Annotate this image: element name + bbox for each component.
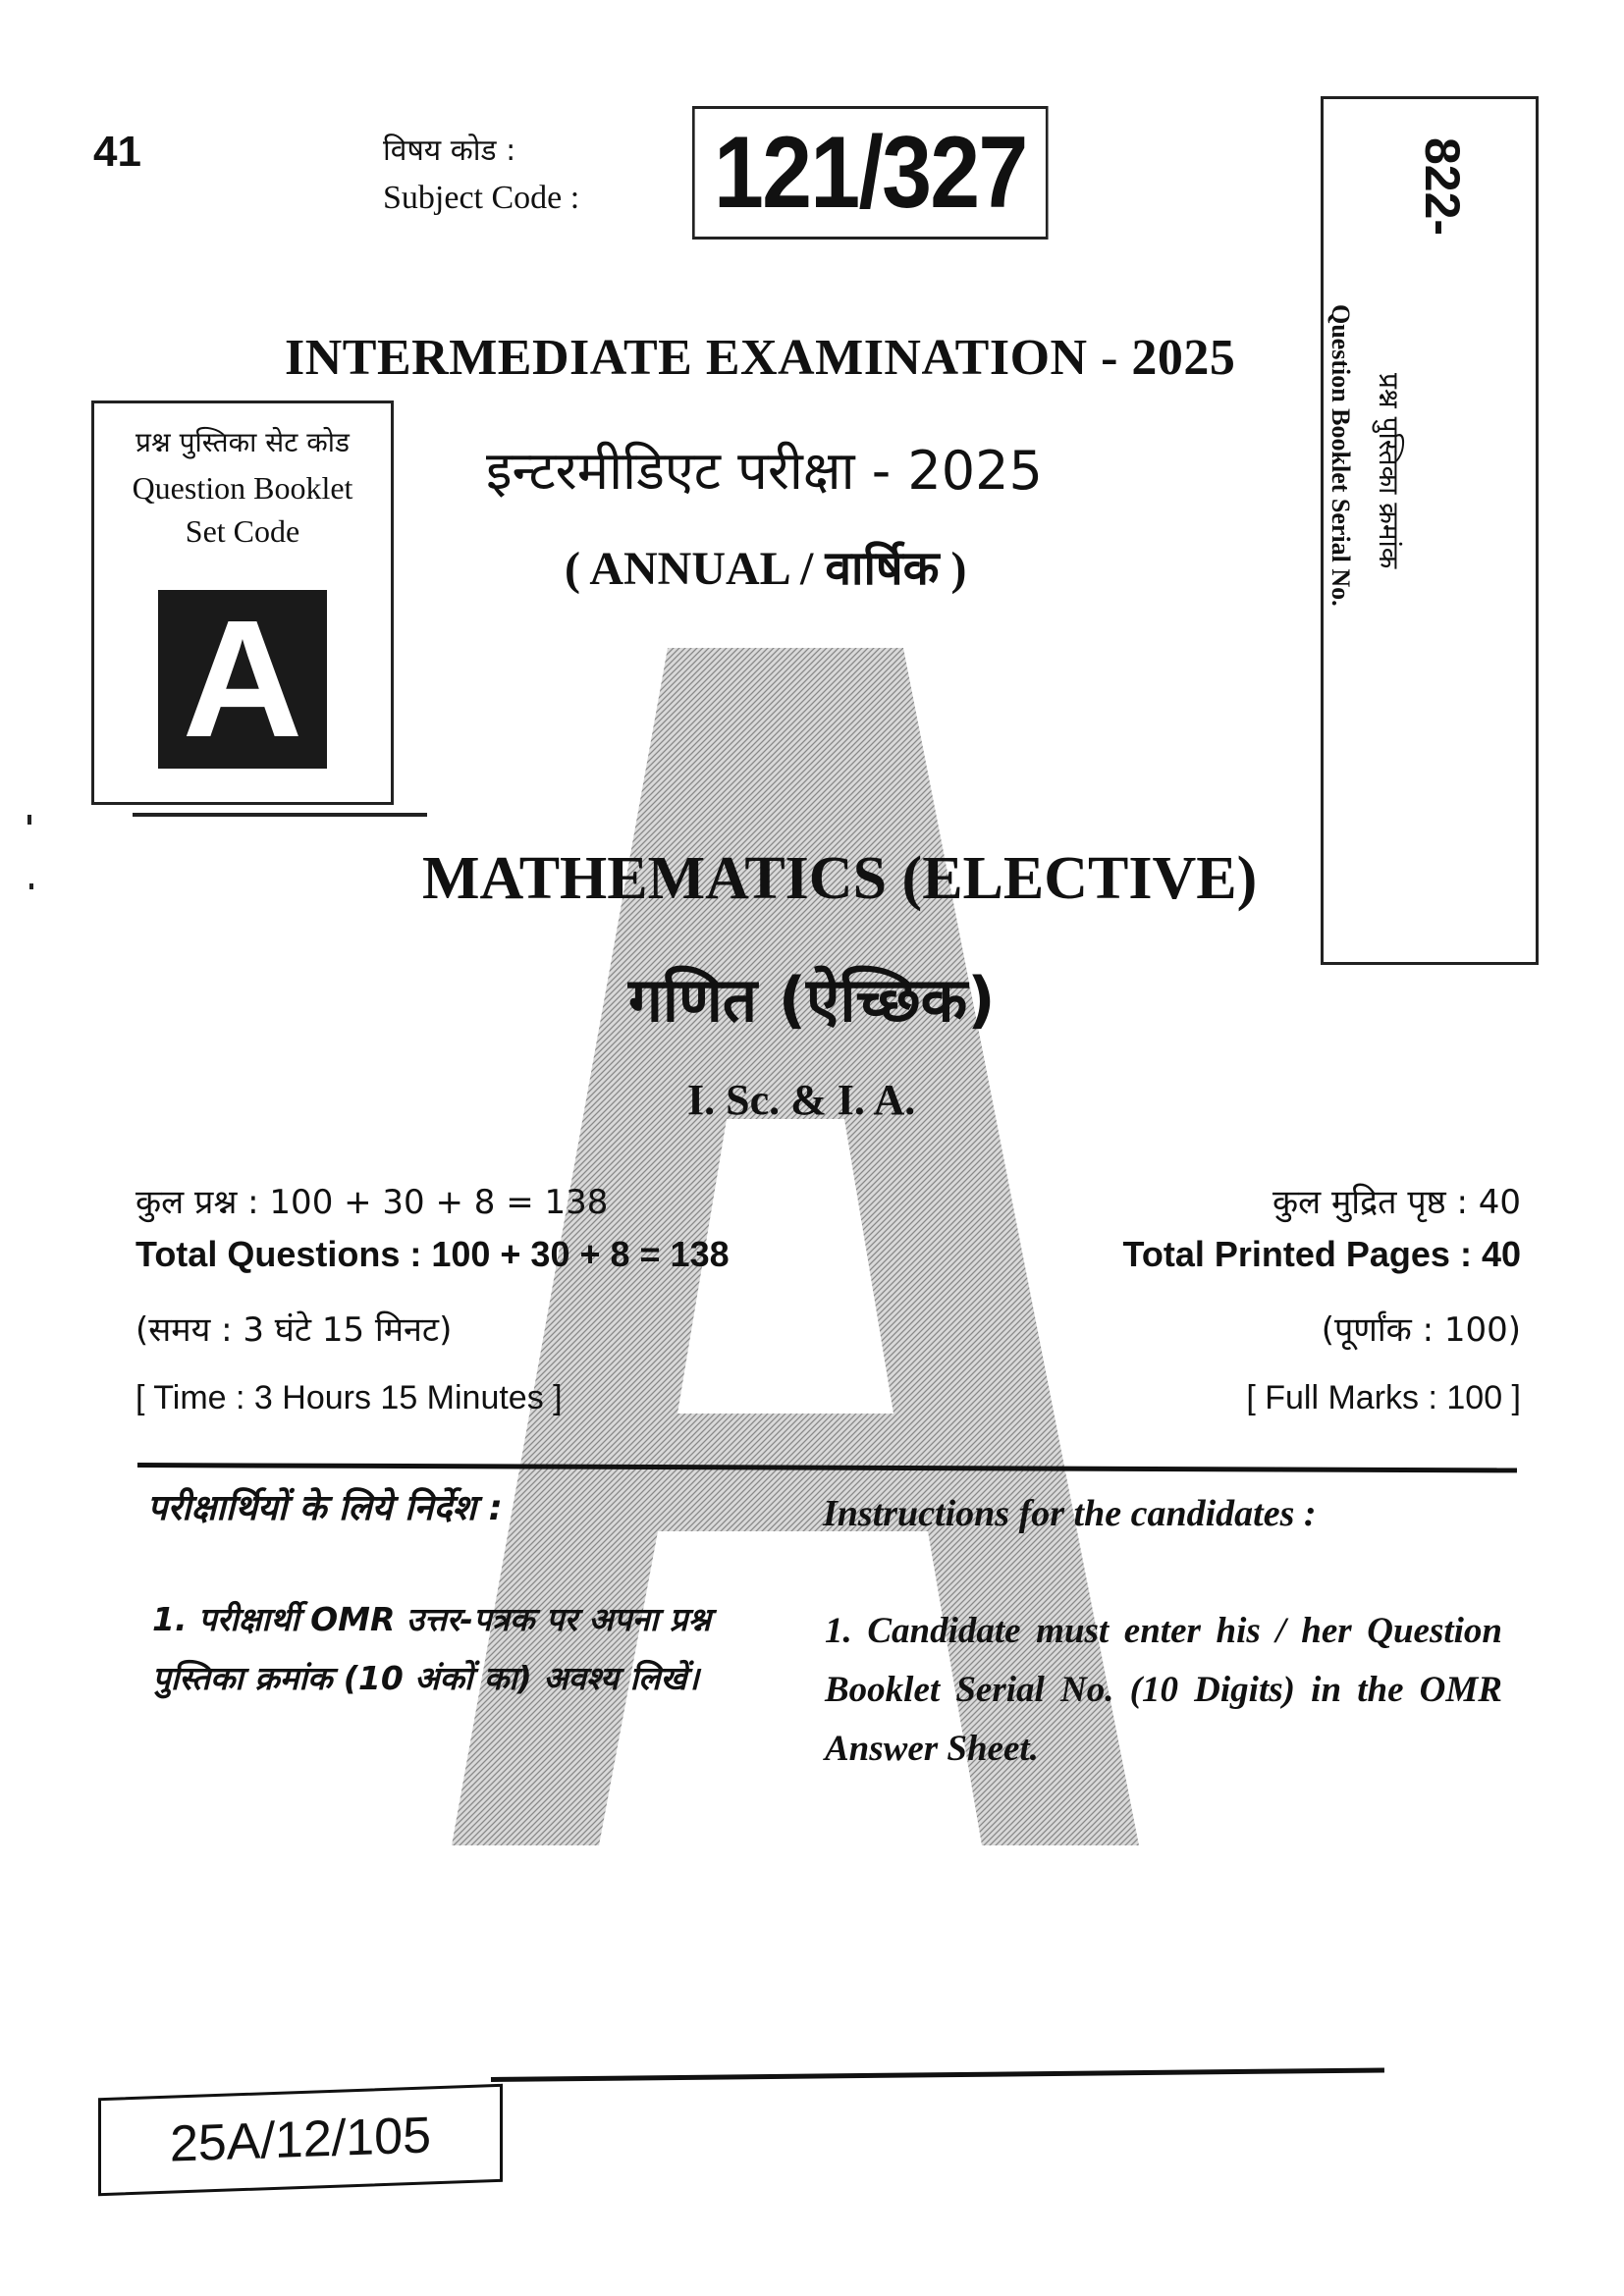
exam-title-hi: इन्टरमीडिएट परीक्षा - 2025 [486, 440, 1043, 502]
subject-code-box: 121/327 [692, 106, 1049, 240]
set-code-underline [133, 813, 427, 817]
full-marks-hi: (पूर्णांक : 100) [1321, 1310, 1521, 1350]
scan-speck [29, 883, 33, 889]
instructions-heading-en: Instructions for the candidates : [823, 1493, 1317, 1534]
page-number: 41 [93, 128, 141, 176]
set-code-letter: A [158, 590, 327, 769]
instruction-item-hi: 1. परीक्षार्थी OMR उत्तर-पत्रक पर अपना प्रश्न पुस्तिका क्रमांक (10 अंकों का) अवश्य लिखें। [152, 1600, 711, 1697]
instructions-heading-hi: परीक्षार्थियों के लिये निर्देश : [147, 1488, 503, 1528]
full-marks-en: [ Full Marks : 100 ] [1246, 1379, 1521, 1416]
subject-code-label-hi: विषय कोड : [383, 133, 516, 168]
total-pages-hi: कुल मुद्रित पृष्ठ : 40 [1272, 1183, 1521, 1222]
subject-name-en: MATHEMATICS (ELECTIVE) [422, 845, 1258, 912]
time-en: [ Time : 3 Hours 15 Minutes ] [135, 1379, 563, 1416]
footer-rule [491, 2067, 1384, 2082]
subject-code-label-en: Subject Code : [383, 180, 580, 216]
total-questions-en: Total Questions : 100 + 30 + 8 = 138 [135, 1234, 730, 1274]
booklet-serial-number: 822- [1415, 137, 1470, 237]
stream-label: I. Sc. & I. A. [687, 1076, 916, 1124]
subject-name-hi: गणित (ऐच्छिक) [628, 964, 996, 1036]
exam-title-en: INTERMEDIATE EXAMINATION - 2025 [285, 330, 1236, 386]
instruction-item-en: 1. Candidate must enter his / her Question Booklet Serial No. (10 Digits) in the OMR Answer Sheet. [825, 1611, 1502, 1769]
set-code-label-en-2: Set Code [185, 513, 300, 549]
total-pages-en: Total Printed Pages : 40 [1122, 1234, 1521, 1274]
exam-type: ( ANNUAL / वार्षिक ) [565, 543, 967, 595]
set-code-label-en-1: Question Booklet [132, 470, 353, 506]
set-code-label-hi: प्रश्न पुस्तिका सेट कोड [135, 426, 350, 458]
total-questions-hi: कुल प्रश्न : 100 + 30 + 8 = 138 [135, 1183, 609, 1222]
booklet-serial-label-hi: प्रश्न पुस्तिका क्रमांक [1373, 373, 1405, 569]
booklet-serial-label-en: Question Booklet Serial No. [1326, 304, 1355, 607]
set-code-box [91, 400, 394, 805]
subject-code-label [383, 128, 579, 222]
print-code-box: 25A/12/105 [98, 2084, 503, 2196]
time-hi: (समय : 3 घंटे 15 मिनट) [135, 1310, 453, 1350]
scan-speck [27, 815, 31, 825]
